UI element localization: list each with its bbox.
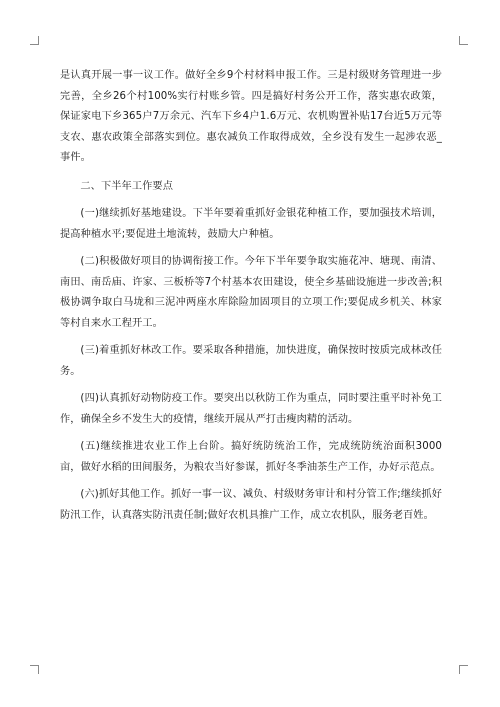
paragraph-item-5: (五)继续推进农业工作上台阶。搞好统防统治工作，完成统防统治面积3000亩，做好水稻的田间服务，为粮农当好参谋，抓好冬季油茶生产工作，办好示范点。 [60, 441, 442, 473]
paragraph-item-2: (二)积极做好项目的协调衔接工作。今年下半年要争取实施花冲、塘现、南清、南田、南岳庙、许家、三板桥等7个村基本农田建设，使全乡基础设施进一步改善;积极协调争取白马垅和三泥冲两座水库除险加固项目的立项工作;要促成乡机关、林家等村自来水工程开工。 [60, 256, 442, 329]
paragraph-item-3: (三)着重抓好林改工作。要采取各种措施，加快进度，确保按时按质完成林改任务。 [60, 345, 442, 377]
paragraph-item-4: (四)认真抓好动物防疫工作。要突出以秋防工作为重点，同时要注重平时补免工作，确保全乡不发生大的疫情，继续开展从严打击瘦肉精的活动。 [60, 393, 442, 425]
crop-mark-bottom-left [30, 665, 39, 674]
crop-mark-top-left [30, 36, 39, 45]
crop-mark-bottom-right [459, 665, 468, 674]
section-heading: 二、下半年工作要点 [80, 180, 173, 192]
paragraph-item-1: (一)继续抓好基地建设。下半年要着重抓好金银花种植工作，要加强技术培训，提高种植水平;要促进土地流转，鼓励大户种植。 [60, 208, 442, 240]
paragraph-item-6: (六)抓好其他工作。抓好一事一议、减负、村级财务审计和村分管工作;继续抓好防汛工作，认真落实防汛责任制;做好农机具推广工作，成立农机队，服务老百姓。 [60, 489, 442, 521]
crop-mark-top-right [459, 36, 468, 45]
paragraph-continued: 是认真开展一事一议工作。做好全乡9个村材料申报工作。三是村级财务管理进一步完善，全乡26个村100%实行村账乡管。四是搞好村务公开工作，落实惠农政策，保证家电下乡365户7万余元、汽车下乡4户1.6万元、农机购置补贴17台近5万元等支农、惠农政策全部落实到位。惠农减负工作取得成效，全乡没有发生一起涉农恶_事件。 [60, 70, 442, 163]
document-body [60, 66, 442, 533]
